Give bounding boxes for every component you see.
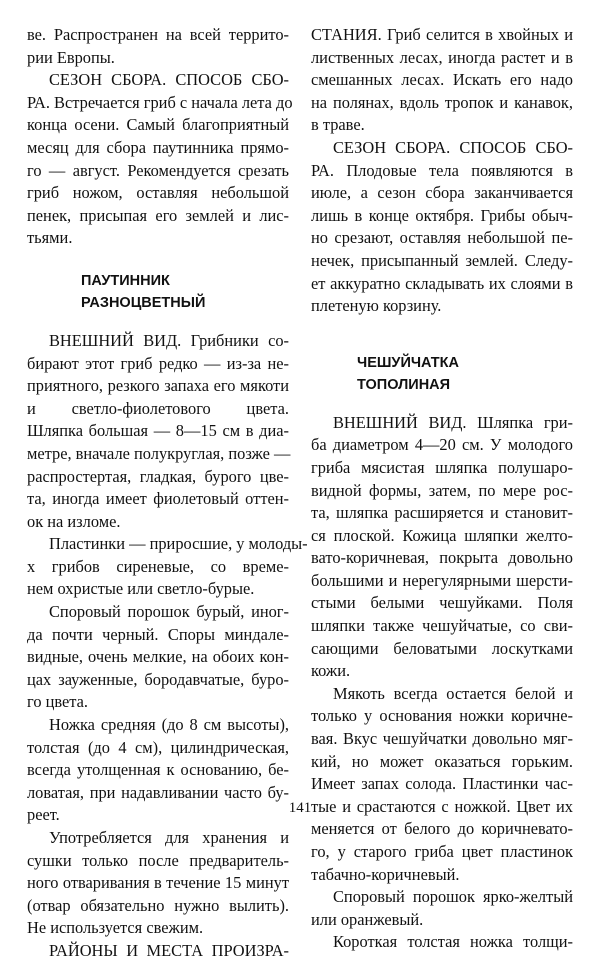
text-line: Короткая толстая ножка толщи- [333,932,573,952]
spore-paragraph [27,601,289,714]
text-line: метре, вначале полукруглая, позже — [27,443,291,463]
text-line: да почти черный. Споры миндале- [27,624,289,644]
text-line: ловатая, при надавливании часто бу- [27,782,289,802]
text-line: лиственных лесах, иногда растет и в [311,47,573,67]
text-line: рии Европы. [27,47,115,67]
season-paragraph [27,69,293,250]
text-line: нем охристые или светло-бурые. [27,579,255,599]
text-line: цах зауженные, бородавчатые, буро- [27,669,289,689]
growth-paragraph [311,24,573,137]
season-paragraph [311,137,573,318]
text-line: ок на изломе. [27,511,121,531]
text-line: в траве. [311,115,365,135]
flesh-paragraph [311,683,573,886]
text-line: смешанных лесах. Искать его надо [311,70,573,90]
text-line: Шляпка большая — 8—15 см в диа- [27,421,289,441]
text-line: та, шляпка расширяется и становит- [311,503,573,523]
page-number: 141 [288,800,312,816]
spore-paragraph [311,886,573,931]
text-line: Пластинки — приросшие, у молоды- [49,534,308,554]
text-line: ного отваривания в течение 15 минут [27,873,289,893]
text-line: толстая (до 4 см), цилиндрическая, [27,737,289,757]
text-line: на полянах, вдоль тропок и канавок, [311,92,573,112]
appearance-paragraph [27,330,289,533]
heading-line: ЧЕШУЙЧАТКА [357,354,459,371]
text-line: Употребляется для хранения и [49,828,289,847]
stem-paragraph [311,931,573,954]
text-line: го — август. Рекомендуется срезать [27,160,289,180]
text-line: вая. Вкус чешуйчатки довольно мяг- [311,729,573,749]
text-line: (отвар обязательно нужно вылить). [27,895,289,915]
text-line: всегда утолщенная к основанию, бе- [27,760,289,780]
text-line: гриб ножом, оставляя небольшой [27,183,289,203]
text-line: СЕЗОН СБОРА. СПОСОБ СБО- [333,137,573,157]
heading-line: РАЗНОЦВЕТНЫЙ [81,294,206,311]
text-line: конца осени. Самый благоприятный [27,115,289,135]
text-line: го, у старого гриба цвет пластинок [311,842,573,861]
text-line: меняется от белого до коричневато- [311,819,573,839]
text-line: Мякоть всегда остается белой и [333,683,573,703]
text-line: ве. Распространен на всей террито- [27,25,289,44]
text-line: стыми белыми чешуйками. Поля [311,593,573,613]
text-line: ся плоской. Кожица шляпки желто- [311,525,573,545]
text-line: та, иногда имеет фиолетовый оттен- [27,489,289,509]
text-line: приятного, резкого запаха его мякоти [27,376,289,396]
text-line: Ножка средняя (до 8 см высоты), [49,715,289,735]
text-line: бирают этот гриб редко — из-за не- [27,353,289,373]
intro-paragraph [27,24,289,69]
text-line: только у основания ножки коричне- [311,706,573,726]
text-line: ба диаметром 4—20 см. У молодого [311,435,573,455]
text-line: РА. Встречается гриб с начала лета до [27,92,293,112]
text-line: распростертая, гладкая, бурого цве- [27,466,289,486]
text-line: пенек, присыпая его землей и лис- [27,205,289,225]
section-heading-cortinarius [27,270,289,314]
text-line: го цвета. [27,692,89,712]
text-line: кий, но может оказаться горьким. [311,751,573,771]
text-line: но срезают, оставляя небольшой пе- [311,228,573,248]
text-line: лишь в конце октября. Грибы обыч- [311,205,573,225]
usage-paragraph [27,827,289,940]
heading-line: ТОПОЛИНАЯ [357,376,451,393]
text-line: кожи. [311,661,351,681]
areas-paragraph [27,940,289,963]
text-line: РАЙОНЫ И МЕСТА ПРОИЗРА- [49,940,289,960]
text-line: Имеет запах солода. Пластинки час- [311,774,573,794]
text-line: табачно-коричневый. [311,864,460,884]
text-line: СТАНИЯ. Гриб селится в хвойных и [311,25,573,44]
text-line: СЕЗОН СБОРА. СПОСОБ СБО- [49,70,289,90]
heading-line: ПАУТИННИК [81,272,170,289]
text-line: июле, а сезон сбора заканчивается [311,183,573,203]
text-line: нечек, присыпанный землей. Следу- [311,250,573,270]
text-line: видной формы, затем, по мере рос- [311,480,573,500]
text-line: плетеную корзину. [311,296,442,316]
text-line: большими и нерегулярными шерсти- [311,570,573,590]
text-line: Споровый порошок бурый, иног- [49,602,289,622]
text-line: сающими беловатыми лоскутками [311,638,573,658]
text-line: тые и срастаются с ножкой. Цвет их [311,796,573,816]
text-line: Не используется свежим. [27,918,204,938]
text-line: ВНЕШНИЙ ВИД. Шляпка гри- [333,412,573,432]
text-line: вато-коричневая, покрыта довольно [311,548,573,568]
text-line: тьями. [27,228,73,248]
appearance-paragraph [311,412,573,683]
text-line: видные, очень мелкие, на обоих кон- [27,647,289,667]
text-line: или оранжевый. [311,909,424,929]
text-line: и светло-фиолетового цвета. [27,398,289,418]
text-line: ВНЕШНИЙ ВИД. Грибники со- [49,330,289,350]
text-line: ет аккуратно складывать их слоями в [311,273,573,293]
text-line: реет. [27,805,60,825]
text-line: Споровый порошок ярко-желтый [333,887,573,907]
text-line: х грибов сиреневые, со време- [27,556,289,576]
text-line: сушки только после предваритель- [27,850,289,870]
text-line: месяц для сбора паутинника прямо- [27,137,289,157]
text-line: гриба мясистая шляпка полушаро- [311,457,573,477]
text-line: шляпки также чешуйчатые, со сви- [311,616,573,636]
text-line: РА. Плодовые тела появляются в [311,160,573,180]
section-heading-pholiota [311,352,573,396]
plates-paragraph [27,533,308,601]
